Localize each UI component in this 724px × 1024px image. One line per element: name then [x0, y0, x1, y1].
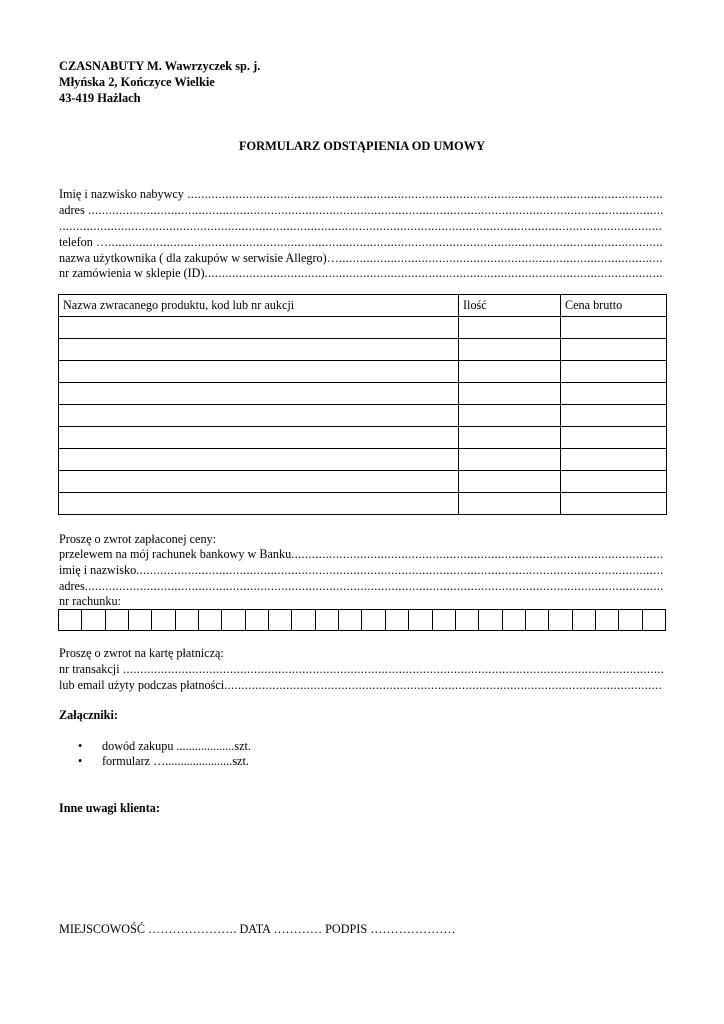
account-holder-field[interactable]	[59, 563, 663, 578]
place-date-signature-line[interactable]: MIEJSCOWOŚĆ …………………. DATA ………… PODPIS …………………	[59, 922, 456, 936]
account-number-label: nr rachunku:	[59, 594, 121, 608]
table-body	[59, 317, 667, 515]
bank-name-label: przelewem na mój rachunek bankowy w Banku	[59, 547, 292, 561]
account-digit-box[interactable]	[409, 610, 432, 630]
account-holder-address-field[interactable]	[59, 579, 663, 594]
order-id-field[interactable]	[59, 266, 663, 281]
product-cell[interactable]	[59, 317, 459, 339]
column-header-gross-price: Cena brutto	[561, 295, 667, 317]
buyer-phone-dotted-line	[108, 235, 663, 250]
company-name: CZASNABUTY M. Wawrzyczek sp. j.	[59, 59, 261, 73]
buyer-username-dotted-line	[339, 251, 663, 266]
gross-price-cell[interactable]	[561, 317, 667, 339]
quantity-cell[interactable]	[459, 427, 561, 449]
account-digit-box[interactable]	[129, 610, 152, 630]
form-title: FORMULARZ ODSTĄPIENIA OD UMOWY	[238, 139, 486, 153]
list-item	[78, 739, 251, 754]
buyer-address-dotted-line	[85, 203, 663, 218]
transaction-number-field[interactable]	[59, 662, 663, 677]
account-digit-box[interactable]	[176, 610, 199, 630]
buyer-name-field[interactable]	[59, 187, 663, 202]
bullet-icon: •	[78, 754, 83, 768]
account-digit-box[interactable]	[549, 610, 572, 630]
account-digit-box[interactable]	[479, 610, 502, 630]
account-digit-box[interactable]	[269, 610, 292, 630]
gross-price-cell[interactable]	[561, 449, 667, 471]
account-digit-box[interactable]	[106, 610, 129, 630]
table-row	[59, 405, 667, 427]
gross-price-cell[interactable]	[561, 383, 667, 405]
buyer-username-label: nazwa użytkownika ( dla zakupów w serwisie Allegro)…	[59, 251, 339, 265]
account-digit-box[interactable]	[292, 610, 315, 630]
payment-email-field[interactable]	[59, 678, 663, 693]
column-header-quantity: Ilość	[459, 295, 561, 317]
order-id-label: nr zamówienia w sklepie (ID)	[59, 266, 205, 280]
account-digit-box[interactable]	[643, 610, 665, 630]
gross-price-cell[interactable]	[561, 405, 667, 427]
buyer-username-field[interactable]	[59, 251, 663, 266]
product-cell[interactable]	[59, 449, 459, 471]
account-digit-box[interactable]	[526, 610, 549, 630]
company-city: 43-419 Hażlach	[59, 91, 141, 105]
quantity-cell[interactable]	[459, 317, 561, 339]
quantity-cell[interactable]	[459, 493, 561, 515]
table-row	[59, 427, 667, 449]
buyer-name-label: Imię i nazwisko nabywcy	[59, 187, 184, 201]
refund-card-heading: Proszę o zwrot na kartę płatniczą:	[59, 646, 224, 660]
account-digit-box[interactable]	[386, 610, 409, 630]
account-holder-dotted-line	[136, 563, 663, 578]
product-cell[interactable]	[59, 405, 459, 427]
account-digit-box[interactable]	[362, 610, 385, 630]
table-row	[59, 317, 667, 339]
buyer-address-label: adres	[59, 203, 85, 217]
gross-price-cell[interactable]	[561, 339, 667, 361]
product-cell[interactable]	[59, 339, 459, 361]
returned-products-table	[58, 294, 667, 515]
account-holder-address-dotted-line	[85, 579, 663, 594]
attachments-heading: Załączniki:	[59, 708, 118, 722]
gross-price-cell[interactable]	[561, 493, 667, 515]
buyer-address-continuation-dotted-line	[59, 219, 663, 234]
product-cell[interactable]	[59, 471, 459, 493]
account-digit-box[interactable]	[82, 610, 105, 630]
account-digit-box[interactable]	[199, 610, 222, 630]
buyer-phone-label: telefon …	[59, 235, 109, 249]
account-digit-box[interactable]	[339, 610, 362, 630]
table-row	[59, 449, 667, 471]
product-cell[interactable]	[59, 427, 459, 449]
gross-price-cell[interactable]	[561, 427, 667, 449]
attachments-list	[78, 739, 251, 769]
product-cell[interactable]	[59, 361, 459, 383]
transaction-number-label: nr transakcji	[59, 662, 120, 676]
bullet-icon: •	[78, 739, 83, 753]
refund-transfer-heading: Proszę o zwrot zapłaconej ceny:	[59, 532, 217, 546]
company-street: Młyńska 2, Kończyce Wielkie	[59, 75, 215, 89]
table-row	[59, 383, 667, 405]
buyer-address-continuation-field[interactable]	[59, 219, 663, 234]
gross-price-cell[interactable]	[561, 361, 667, 383]
account-digit-box[interactable]	[152, 610, 175, 630]
account-number-boxes[interactable]	[58, 609, 666, 631]
table-row	[59, 471, 667, 493]
quantity-cell[interactable]	[459, 405, 561, 427]
list-item	[78, 754, 251, 769]
buyer-phone-field[interactable]	[59, 235, 663, 250]
attachment-proof-of-purchase: dowód zakupu ...................szt.	[102, 739, 251, 753]
account-digit-box[interactable]	[316, 610, 339, 630]
table-row	[59, 361, 667, 383]
account-digit-box[interactable]	[456, 610, 479, 630]
account-holder-label: imię i nazwisko	[59, 563, 137, 577]
table-header-row	[59, 295, 667, 317]
payment-email-dotted-line	[224, 678, 663, 693]
quantity-cell[interactable]	[459, 383, 561, 405]
payment-email-label: lub email użyty podczas płatności	[59, 678, 225, 692]
table-row	[59, 339, 667, 361]
quantity-cell[interactable]	[459, 339, 561, 361]
account-digit-box[interactable]	[596, 610, 619, 630]
account-digit-box[interactable]	[222, 610, 245, 630]
buyer-address-field[interactable]	[59, 203, 663, 218]
gross-price-cell[interactable]	[561, 471, 667, 493]
order-id-dotted-line	[205, 266, 663, 281]
customer-remarks-heading: Inne uwagi klienta:	[59, 801, 160, 815]
quantity-cell[interactable]	[459, 471, 561, 493]
company-address-block	[59, 58, 260, 106]
product-cell[interactable]	[59, 493, 459, 515]
account-digit-box[interactable]	[503, 610, 526, 630]
attachment-form: formularz …......................szt.	[102, 754, 249, 768]
account-digit-box[interactable]	[246, 610, 269, 630]
account-digit-box[interactable]	[59, 610, 82, 630]
table-row	[59, 493, 667, 515]
column-header-product: Nazwa zwracanego produktu, kod lub nr aukcji	[59, 295, 459, 317]
quantity-cell[interactable]	[459, 449, 561, 471]
account-holder-address-label: adres	[59, 579, 85, 593]
account-digit-box[interactable]	[433, 610, 456, 630]
bank-name-dotted-line	[291, 547, 663, 562]
quantity-cell[interactable]	[459, 361, 561, 383]
account-digit-box[interactable]	[573, 610, 596, 630]
account-digit-box[interactable]	[619, 610, 642, 630]
bank-name-field[interactable]	[59, 547, 663, 562]
transaction-number-dotted-line	[120, 662, 663, 677]
product-cell[interactable]	[59, 383, 459, 405]
buyer-name-dotted-line	[184, 187, 663, 202]
